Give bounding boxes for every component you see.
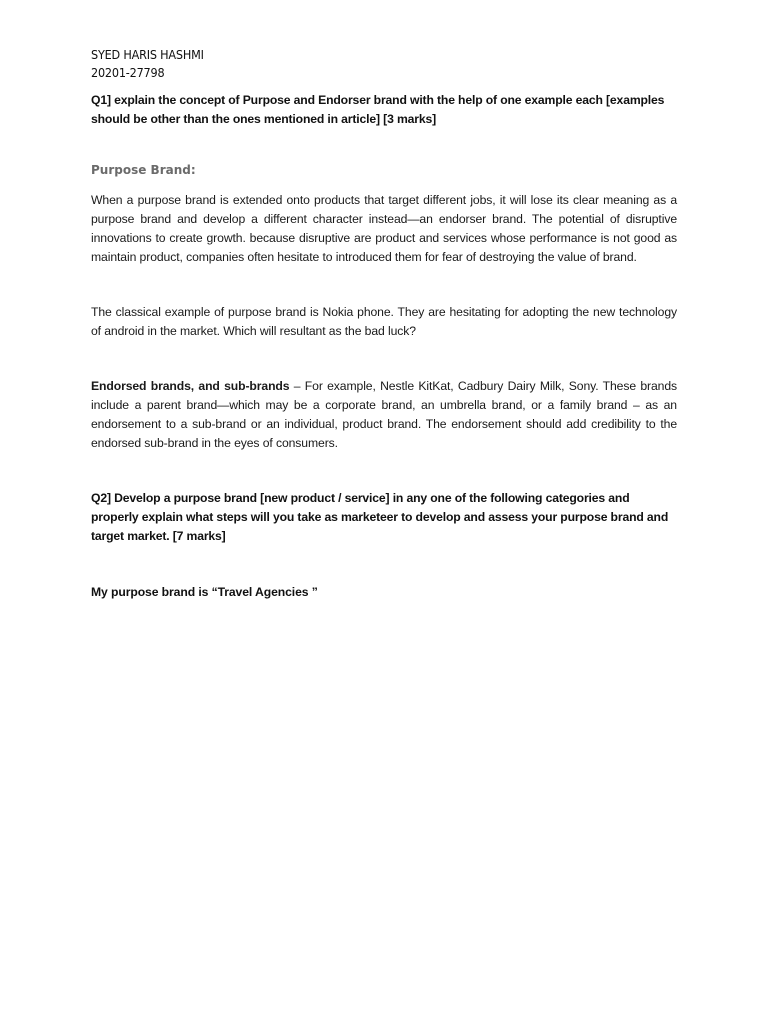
document-page <box>91 46 677 602</box>
question-2: Q2] Develop a purpose brand [new product / service] in any one of the following categories and properly explain what steps will you take as marketeer to develop and assess your purpose brand and target market. [7 marks] <box>91 491 669 543</box>
endorsed-brands-text: – For example, Nestle KitKat, Cadbury Dairy Milk, Sony. These brands include a parent brand—which may be a corporate brand, an umbrella brand, or a family brand – as an endorsement to a sub-brand or an individual, product brand. The endorsement should add credibility to the endorsed sub-brand in the eyes of consumers. <box>91 379 677 450</box>
endorsed-brands-paragraph <box>91 377 677 453</box>
answer-statement: My purpose brand is “Travel Agencies ” <box>91 585 318 599</box>
purpose-brand-example-paragraph: The classical example of purpose brand is Nokia phone. They are hesitating for adopting the new technology of android in the market. Which will resultant as the bad luck? <box>91 305 677 338</box>
question-1: Q1] explain the concept of Purpose and Endorser brand with the help of one example each [examples should be other than the ones mentioned in article] [3 marks] <box>91 93 665 126</box>
endorsed-brands-lead: Endorsed brands, and sub-brands <box>91 379 290 393</box>
author-name: SYED HARIS HASHMI <box>91 47 204 62</box>
purpose-brand-paragraph: When a purpose brand is extended onto products that target different jobs, it will lose its clear meaning as a purpose brand and develop a different character instead—an endorser brand. The potential of disruptive innovations to create growth. because disruptive are product and services whose performance is not good as maintain product, companies often hesitate to introduced them for fear of destroying the value of brand. <box>91 193 677 264</box>
author-id: 20201-27798 <box>91 65 165 80</box>
purpose-brand-heading: Purpose Brand: <box>91 163 196 177</box>
